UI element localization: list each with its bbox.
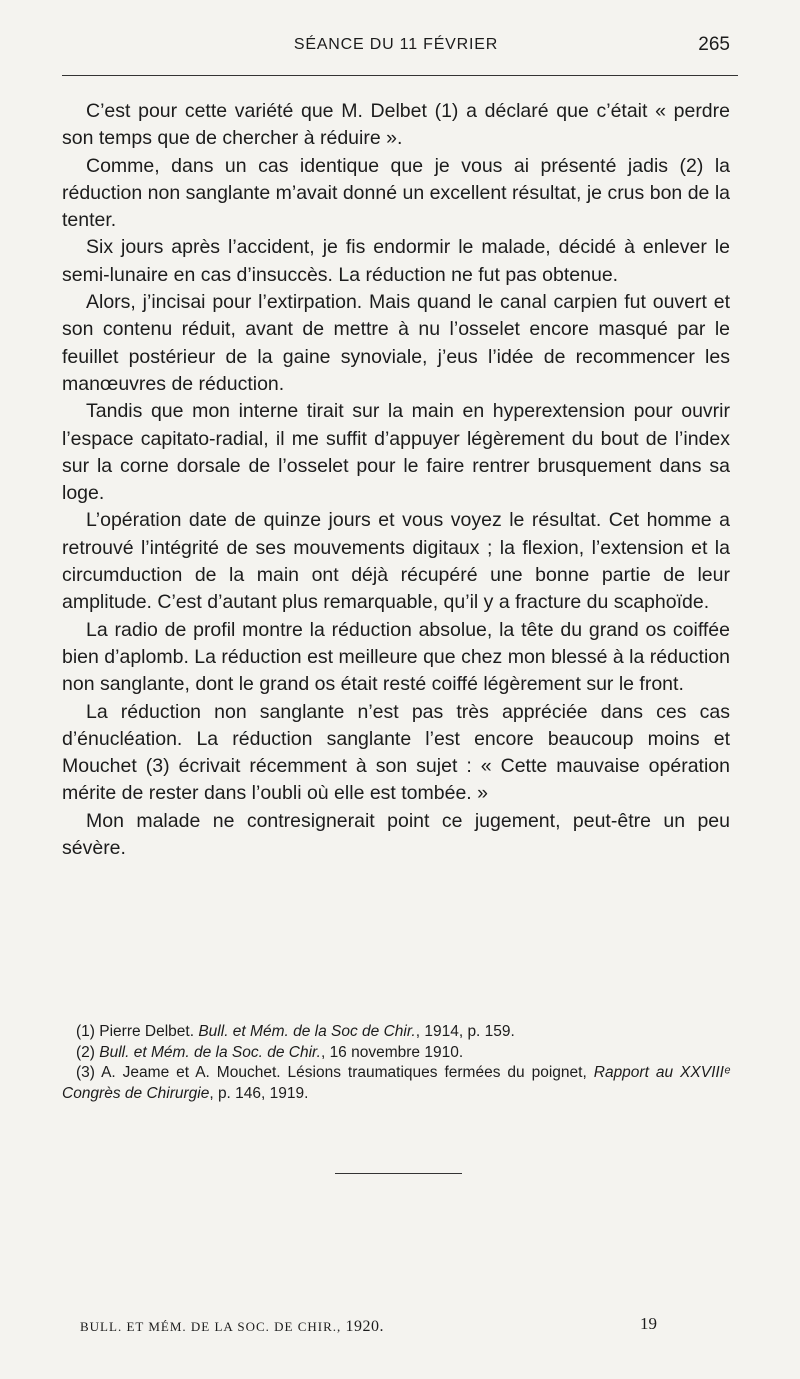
journal-name: BULL. ET MÉM. DE LA SOC. DE CHIR.,: [80, 1319, 342, 1334]
footnote-text: Pierre Delbet.: [99, 1023, 199, 1040]
footnote-marker: (2): [76, 1043, 95, 1061]
footnote: [62, 1063, 730, 1104]
footnote-details: , p. 146, 1919.: [209, 1084, 309, 1102]
paragraph: C’est pour cette variété que M. Delbet (1) a déclaré que c’était « perdre son temps que de chercher à réduire ».: [62, 100, 730, 150]
paragraph: Tandis que mon interne tirait sur la main en hyperextension pour ouvrir l’espace capitato-radial, il me suffit d’appuyer légèrement du bout de l’index sur la corne dorsale de l’osselet pour le faire rentrer brusquement dans sa loge.: [62, 400, 730, 505]
footnotes: [62, 1022, 730, 1104]
header-rule: [62, 75, 738, 76]
page-number: 265: [698, 34, 730, 55]
signature-number: 19: [640, 1314, 657, 1333]
footnote-details: , 1914, p. 159.: [415, 1023, 515, 1040]
paragraph: La radio de profil montre la réduction absolue, la tête du grand os coiffée bien d’aplomb. La réduction est meilleure que chez mon blessé à la réduction non sanglante, dont le grand os était resté coiffé légèrement sur le front.: [62, 618, 730, 696]
footnote: [62, 1043, 730, 1064]
paragraph: La réduction non sanglante n’est pas très appréciée dans ces cas d’énucléation. La réduction sanglante l’est encore beaucoup moins et Mouchet (3) écrivait récemment à son sujet : « Cette mauvaise opération mérite de rester dans l’oubli où elle est tombée. »: [62, 700, 730, 805]
end-rule: [335, 1173, 462, 1174]
running-head: [62, 36, 730, 64]
footnote-marker: (3): [76, 1064, 95, 1081]
journal-signature-line: [80, 1318, 384, 1336]
footnote-journal: Bull. et Mém. de la Soc de Chir.: [198, 1023, 416, 1040]
paragraph: Six jours après l’accident, je fis endormir le malade, décidé à enlever le semi-lunaire en cas d’insuccès. La réduction ne fut pas obtenue.: [62, 236, 730, 286]
journal-year: 1920.: [345, 1318, 385, 1335]
footnote-journal: Rapport au XXVIIIᵉ Congrès de Chirurgie: [62, 1064, 730, 1102]
paragraph: L’opération date de quinze jours et vous voyez le résultat. Cet homme a retrouvé l’intégrité de ses mouvements digitaux ; la flexion, l’extension et la circumduction de la main ont déjà récupéré une bonne partie de leur amplitude. C’est d’autant plus remarquable, qu’il y a fracture du scaphoïde.: [62, 509, 730, 614]
paragraph: Comme, dans un cas identique que je vous ai présenté jadis (2) la réduction non sanglante m’avait donné un excellent résultat, je crus bon de la tenter.: [62, 154, 730, 232]
body-text: [62, 98, 730, 862]
running-head-title: SÉANCE DU 11 FÉVRIER: [293, 36, 499, 53]
footnote: [62, 1022, 730, 1043]
paragraph: Alors, j’incisai pour l’extirpation. Mais quand le canal carpien fut ouvert et son contenu réduit, avant de mettre à nu l’osselet encore masqué par le feuillet postérieur de la gaine synoviale, j’eus l’idée de recommencer les manœuvres de réduction.: [62, 291, 730, 395]
footnote-journal: Bull. et Mém. de la Soc. de Chir.: [99, 1043, 321, 1061]
footnote-text: A. Jeame et A. Mouchet. Lésions traumatiques fermées du poignet,: [101, 1064, 594, 1081]
paragraph: Mon malade ne contresignerait point ce jugement, peut-être un peu sévère.: [62, 809, 730, 860]
footnote-details: , 16 novembre 1910.: [320, 1043, 464, 1061]
footnote-marker: (1): [76, 1023, 95, 1040]
